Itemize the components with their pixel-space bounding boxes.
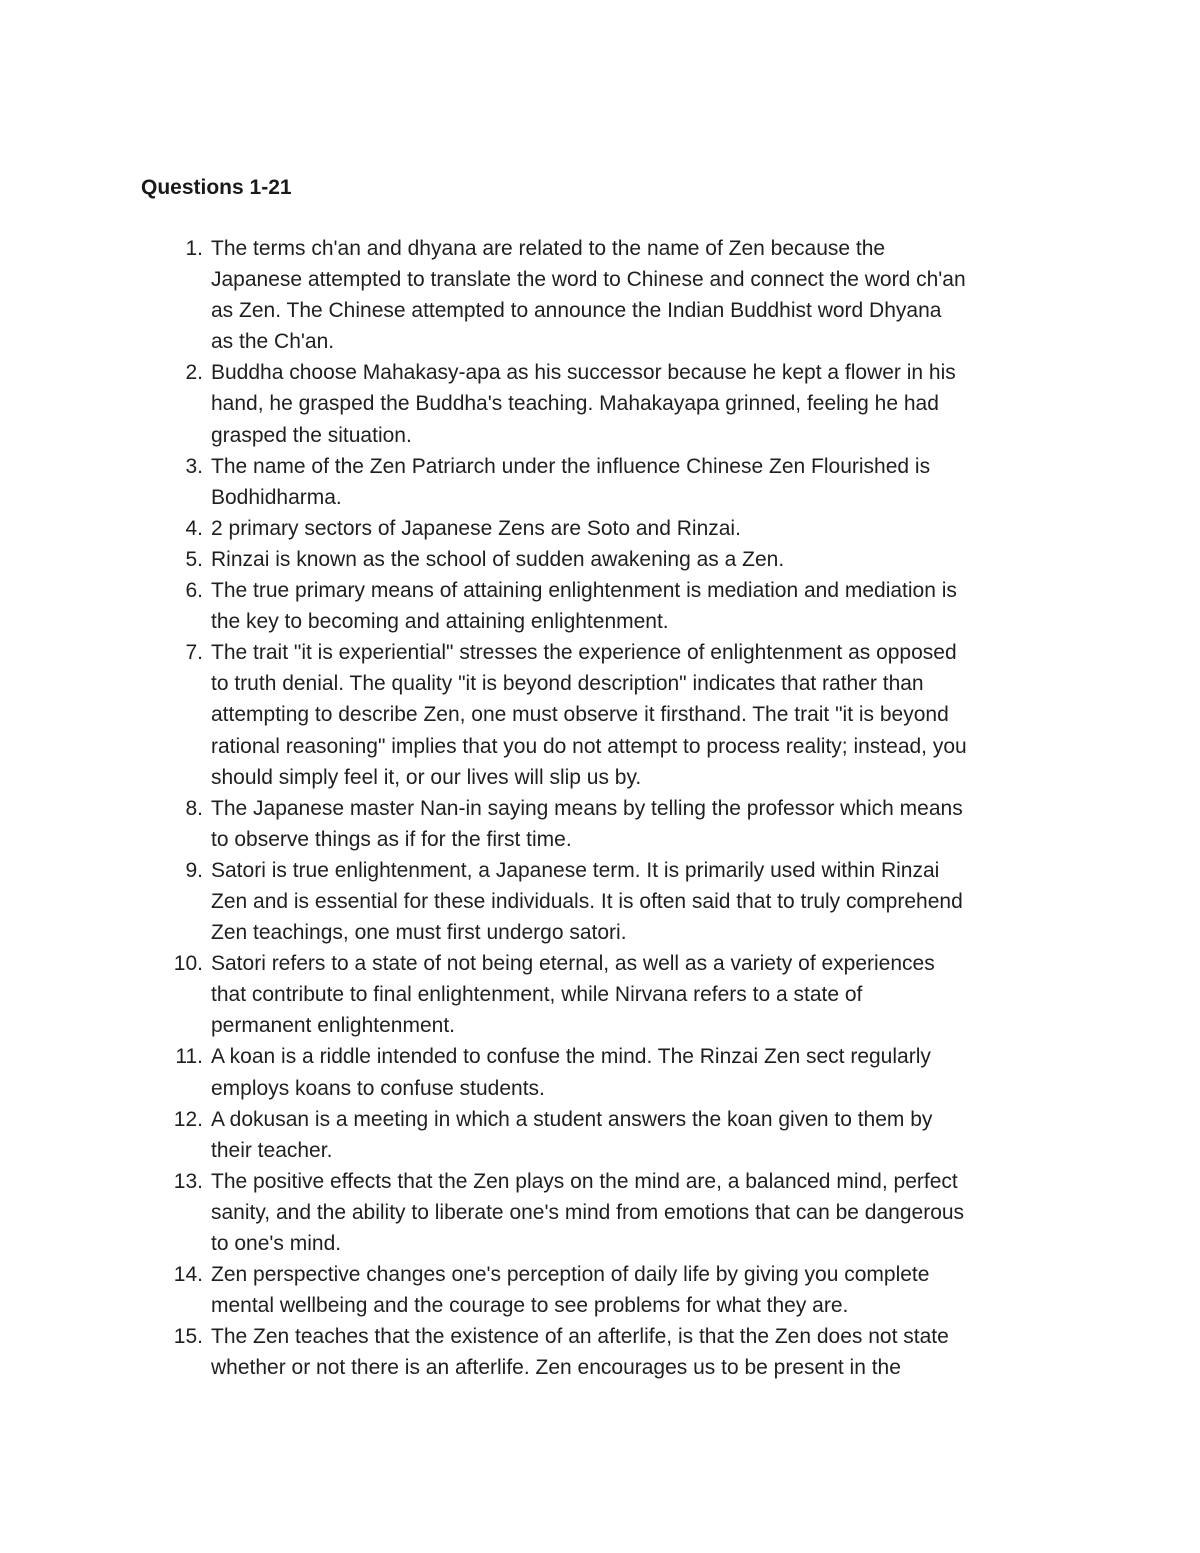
item-text: The positive effects that the Zen plays on the mind are, a balanced mind, perfect sanity, and the ability to liberate one's mind from emotions that can be dangerous to one's mind. (211, 1169, 965, 1255)
item-number: 8. (185, 796, 203, 820)
list-item (0, 1166, 1200, 1259)
item-text: The Zen teaches that the existence of an afterlife, is that the Zen does not state whether or not there is an afterlife. Zen encourages us to be present in the (211, 1325, 949, 1380)
question-list (0, 233, 1200, 1383)
list-item (0, 1104, 1200, 1166)
item-text: Satori is true enlightenment, a Japanese term. It is primarily used within Rinzai Zen and is essential for these individuals. It is often said that to truly comprehend Zen teachings, one must first undergo satori. (211, 858, 963, 945)
item-number: 1. (185, 237, 203, 260)
item-text: 2 primary sectors of Japanese Zens are Soto and Rinzai. (211, 516, 741, 540)
item-text: The true primary means of attaining enlightenment is mediation and mediation is the key to becoming and attaining enlightenment. (211, 579, 957, 634)
item-number: 15. (173, 1325, 203, 1349)
list-item (0, 233, 1200, 357)
list-item (0, 451, 1200, 513)
list-item (0, 1321, 1200, 1383)
list-item (0, 513, 1200, 544)
item-text: Satori refers to a state of not being eternal, as well as a variety of experiences that contribute to final enlightenment, while Nirvana refers to a state of permanent enlightenment. (211, 952, 935, 1038)
item-number: 3. (185, 454, 203, 478)
item-text: The terms ch'an and dhyana are related to the name of Zen because the Japanese attempted to translate the word to Chinese and connect the word ch'an as Zen. The Chinese attempted to announce the Indian Buddhist word Dhyana as the Ch'an. (211, 237, 966, 354)
item-number: 13. (173, 1169, 203, 1193)
item-text: Buddha choose Mahakasy-apa as his successor because he kept a flower in his hand, he grasped the Buddha's teaching. Mahakayapa grinned, feeling he had grasped the situation. (211, 361, 956, 447)
item-number: 10. (173, 952, 203, 976)
list-item (0, 1041, 1200, 1103)
list-item (0, 357, 1200, 450)
list-item (0, 637, 1200, 792)
list-item (0, 793, 1200, 855)
item-text: Zen perspective changes one's perception of daily life by giving you complete mental wellbeing and the courage to see problems for what they are. (211, 1263, 930, 1318)
list-item (0, 575, 1200, 637)
item-text: Rinzai is known as the school of sudden awakening as a Zen. (211, 547, 785, 571)
item-number: 7. (185, 641, 203, 665)
list-item (0, 855, 1200, 948)
list-item (0, 1259, 1200, 1321)
item-text: A dokusan is a meeting in which a student answers the koan given to them by their teacher. (211, 1107, 933, 1162)
page-title: Questions 1-21 (141, 176, 292, 199)
item-text: The trait "it is experiential" stresses the experience of enlightenment as opposed to truth denial. The quality "it is beyond description" indicates that rather than attempting to describe Zen, one must observe it firsthand. The trait "it is beyond rational reasoning" implies that you do not attempt to process reality; instead, you should simply feel it, or our lives will slip us by. (211, 641, 967, 789)
item-text: The Japanese master Nan-in saying means by telling the professor which means to observe things as if for the first time. (211, 796, 963, 851)
list-item (0, 544, 1200, 575)
item-text: A koan is a riddle intended to confuse the mind. The Rinzai Zen sect regularly employs koans to confuse students. (211, 1045, 931, 1100)
item-number: 14. (173, 1263, 203, 1287)
item-number: 6. (185, 579, 203, 603)
item-number: 2. (185, 361, 203, 385)
item-text: The name of the Zen Patriarch under the influence Chinese Zen Flourished is Bodhidharma. (211, 454, 931, 509)
item-number: 5. (185, 547, 203, 571)
item-number: 4. (185, 516, 203, 540)
item-number: 12. (173, 1107, 203, 1131)
item-number: 11. (175, 1045, 203, 1069)
list-item (0, 948, 1200, 1041)
item-number: 9. (185, 858, 203, 882)
